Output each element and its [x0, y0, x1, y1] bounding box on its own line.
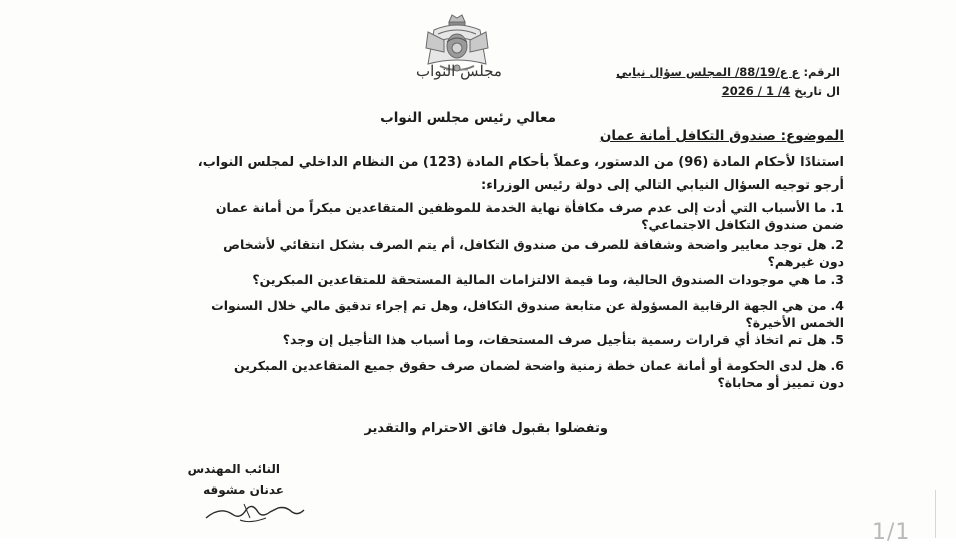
signatory-name: عدنان مشوقه — [203, 483, 284, 497]
question-text: ما الأسباب التي أدت إلى عدم صرف مكافأة نهاية الخدمة للموظفين المتقاعدين مبكراً من أمانة عمان — [215, 200, 827, 215]
reference-value: ع ع/88/19/ المجلس سؤال نيابي — [616, 65, 800, 79]
question-number: 6. — [830, 358, 844, 373]
question-text: من هي الجهة الرقابية المسؤولة عن متابعة صندوق التكافل، وهل تم إجراء تدقيق مالي خلال السنوات — [211, 298, 827, 313]
question-number: 2. — [830, 237, 844, 252]
question-continuation: دون غيرهم؟ — [767, 254, 844, 269]
question-item — [252, 271, 844, 288]
date-value: 4/ 1 / 2026 — [721, 84, 791, 98]
question-item — [223, 236, 844, 270]
question-text: ما هي موجودات الصندوق الحالية، وما قيمة الالتزامات المالية المستحقة للمتقاعدين المبكرين؟ — [252, 272, 827, 287]
question-number: 1. — [830, 200, 844, 215]
question-line — [216, 199, 844, 216]
page-number: 1/1 — [872, 520, 911, 545]
question-item — [211, 297, 844, 331]
question-item — [234, 357, 844, 391]
question-line — [252, 271, 844, 288]
question-number: 3. — [830, 272, 844, 287]
question-continuation: ضمن صندوق التكافل الاجتماعي؟ — [641, 217, 844, 232]
reference-number — [616, 65, 840, 79]
signatory-title: النائب المهندس — [187, 462, 280, 476]
question-line — [223, 236, 844, 253]
question-item — [216, 199, 844, 233]
handwritten-signature-icon — [200, 498, 310, 526]
question-text: هل توجد معايير واضحة وشفافة للصرف من صندوق التكافل، أم يتم الصرف بشكل انتقائي لأشخاص — [223, 237, 827, 252]
addressee: معالي رئيس مجلس النواب — [380, 110, 556, 126]
question-line — [211, 297, 844, 314]
closing-line: وتفضلوا بقبول فائق الاحترام والتقدير — [364, 421, 608, 436]
reference-label: الرقم: — [803, 65, 840, 79]
page-edge-divider — [935, 490, 936, 538]
parliament-logo-text: مجلس النواب — [416, 62, 502, 80]
question-text: هل لدى الحكومة أو أمانة عمان خطة زمنية واضحة لضمان صرف حقوق جميع المتقاعدين المبكرين — [233, 358, 827, 373]
date-label: ال تاريخ — [794, 84, 840, 98]
subject-line: الموضوع: صندوق التكافل أمانة عمان — [599, 128, 844, 144]
question-line — [234, 357, 844, 374]
question-continuation: الخمس الأخيرة؟ — [745, 315, 844, 330]
question-text: هل تم اتخاذ أي قرارات رسمية بتأجيل صرف المستحقات، وما أسباب هذا التأجيل إن وجد؟ — [282, 332, 827, 347]
question-item — [283, 331, 844, 348]
intro-paragraph-line-1: استنادًا لأحكام المادة (96) من الدستور، وعملاً بأحكام المادة (123) من النظام الداخلي لمجلس النواب، — [197, 155, 844, 170]
question-number: 5. — [830, 332, 844, 347]
question-line — [283, 331, 844, 348]
question-number: 4. — [830, 298, 844, 313]
document-date — [722, 84, 840, 98]
intro-paragraph-line-2: أرجو توجيه السؤال النيابي التالي إلى دولة رئيس الوزراء: — [481, 178, 844, 193]
question-continuation: دون تمييز أو محاباة؟ — [717, 375, 844, 390]
